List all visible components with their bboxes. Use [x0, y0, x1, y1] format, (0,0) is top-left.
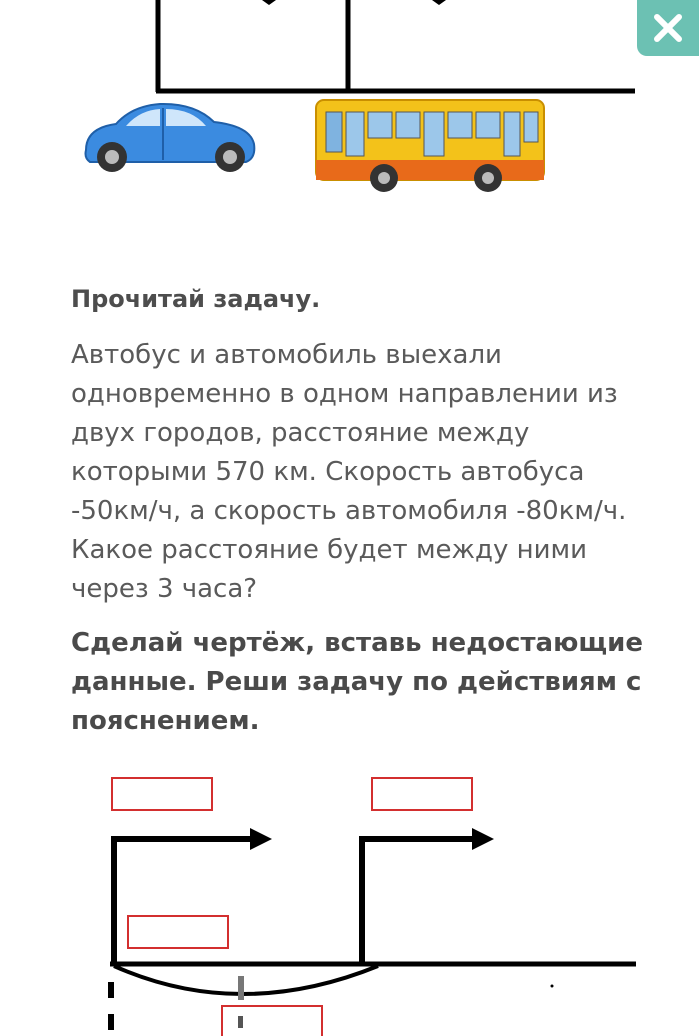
instruction-line: Сделай чертёж, вставь недостающие — [71, 628, 643, 658]
task-instruction — [71, 624, 671, 741]
bottom-diagram-lines — [108, 828, 636, 1030]
task-title: Прочитай задачу. — [71, 285, 321, 313]
top-diagram-lines — [156, 0, 635, 92]
task-line: Автобус и автомобиль выехали — [71, 340, 502, 370]
task-text — [71, 336, 671, 609]
task-line: двух городов, расстояние между — [71, 418, 530, 448]
task-line: одновременно в одном направлении из — [71, 379, 618, 409]
instruction-line: пояснением. — [71, 706, 260, 736]
answer-box-distance[interactable] — [128, 916, 228, 948]
bottom-diagram — [0, 760, 699, 1036]
answer-box-speed-2[interactable] — [372, 778, 472, 810]
task-line: -50км/ч, а скорость автомобиля -80км/ч. — [71, 496, 627, 526]
car-icon — [86, 104, 255, 172]
task-line: через 3 часа? — [71, 574, 258, 604]
bus-icon — [316, 100, 544, 192]
task-line: Какое расстояние будет между ними — [71, 535, 588, 565]
task-line: которыми 570 км. Скорость автобуса — [71, 457, 585, 487]
answer-box-bottom[interactable] — [222, 1006, 322, 1036]
instruction-line: данные. Реши задачу по действиям с — [71, 667, 642, 697]
answer-box-speed-1[interactable] — [112, 778, 212, 810]
top-diagram — [0, 0, 699, 220]
